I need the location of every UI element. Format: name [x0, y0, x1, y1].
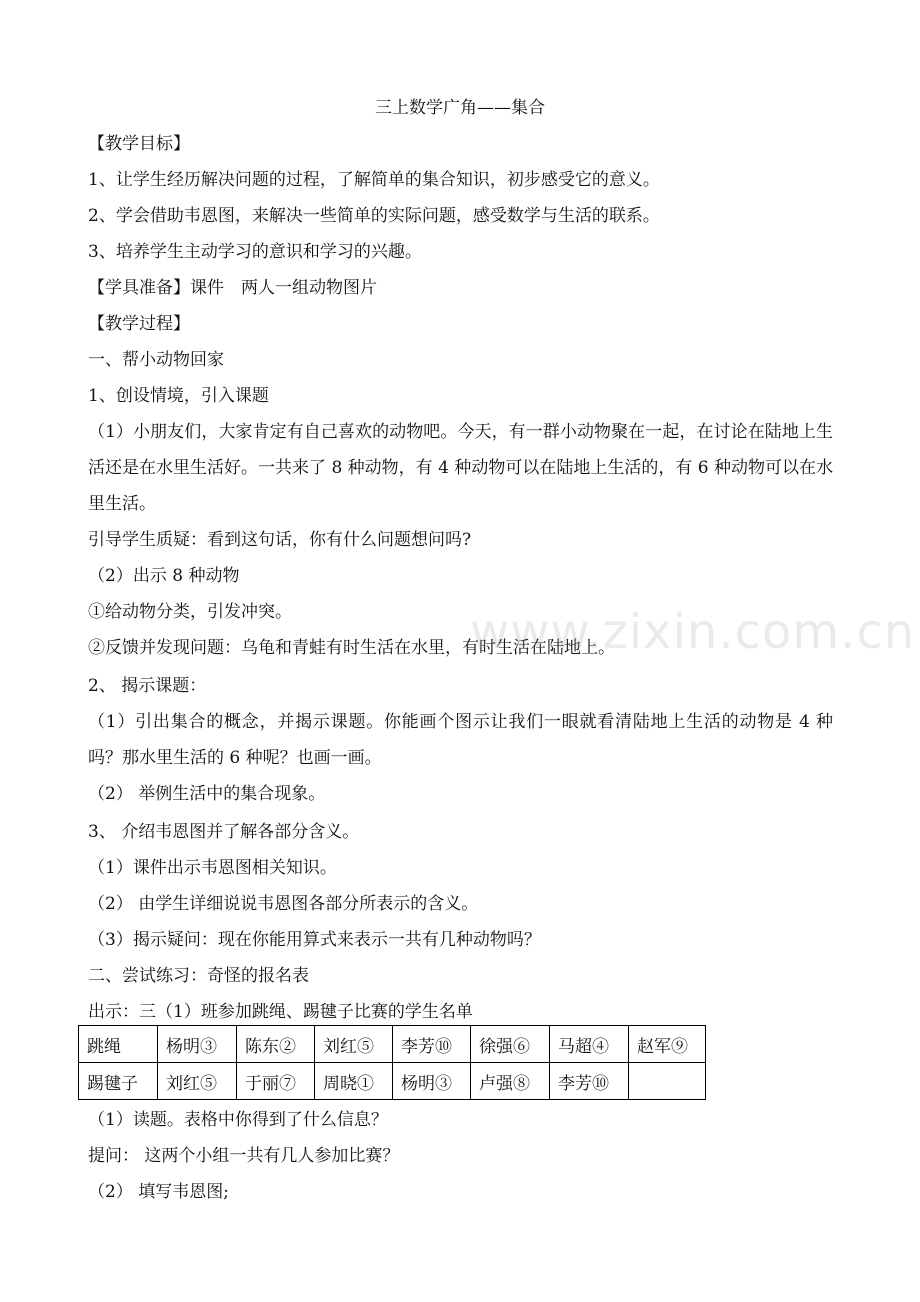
sign-up-table — [78, 1025, 706, 1100]
step-heading: 1、创设情境，引入课题 — [88, 386, 269, 406]
table-cell: 赵军⑨ — [629, 1026, 706, 1063]
step2-subitem: （2） 举例生活中的集合现象。 — [88, 784, 326, 804]
step3-subitem: （1）课件出示韦恩图相关知识。 — [88, 858, 337, 878]
table-cell: 卢强⑧ — [471, 1063, 550, 1100]
table-cell — [629, 1063, 706, 1100]
objectives-heading: 【教学目标】 — [88, 134, 190, 154]
question-line: 提问： 这两个小组一共有几人参加比赛？ — [88, 1146, 400, 1166]
step3-subitem: （3）揭示疑问：现在你能用算式来表示一共有几种动物吗？ — [88, 930, 541, 950]
table-caption: 出示：三（1）班参加跳绳、踢毽子比赛的学生名单 — [88, 1002, 473, 1022]
step-heading: 3、 介绍韦恩图并了解各部分含义。 — [88, 822, 360, 842]
table-cell: 踢毽子 — [79, 1063, 158, 1100]
section-heading: 一、帮小动物回家 — [88, 350, 224, 370]
table-cell: 刘红⑤ — [158, 1063, 237, 1100]
table-cell: 杨明③ — [393, 1063, 471, 1100]
table-cell: 跳绳 — [79, 1026, 158, 1063]
table-cell: 于丽⑦ — [237, 1063, 315, 1100]
table-cell: 杨明③ — [158, 1026, 237, 1063]
step1-subitem: ②反馈并发现问题：乌龟和青蛙有时生活在水里，有时生活在陆地上。 — [88, 638, 615, 658]
table-cell: 周晓① — [315, 1063, 393, 1100]
objective-item: 3、培养学生主动学习的意识和学习的兴趣。 — [88, 242, 422, 262]
materials-line: 【学具准备】课件 两人一组动物图片 — [88, 278, 377, 298]
table-row — [79, 1063, 706, 1100]
table-cell: 李芳⑩ — [550, 1063, 629, 1100]
exercise-subitem: （1）读题。表格中你得到了什么信息？ — [88, 1110, 388, 1130]
objective-item: 1、让学生经历解决问题的过程，了解简单的集合知识，初步感受它的意义。 — [88, 170, 660, 190]
table-cell: 李芳⑩ — [393, 1026, 471, 1063]
table-cell: 陈东② — [237, 1026, 315, 1063]
step-heading: 2、 揭示课题： — [88, 676, 207, 696]
step1-paragraph: （1）小朋友们，大家肯定有自己喜欢的动物吧。今天，有一群小动物聚在一起，在讨论在陆地上生活还是在水里生活好。一共来了 8 种动物，有 4 种动物可以在陆地上生活的，有 6 种动物可以在水里生活。 — [88, 422, 833, 514]
step1-subitem: ①给动物分类，引发冲突。 — [88, 602, 292, 622]
process-heading: 【教学过程】 — [88, 314, 190, 334]
table-cell: 马超④ — [550, 1026, 629, 1063]
table-cell: 徐强⑥ — [471, 1026, 550, 1063]
section-heading: 二、尝试练习：奇怪的报名表 — [88, 966, 309, 986]
document-title: 三上数学广角——集合 — [375, 98, 545, 118]
step3-subitem: （2） 由学生详细说说韦恩图各部分所表示的含义。 — [88, 894, 479, 914]
watermark: www.zixin.com.cn — [470, 604, 916, 660]
step2-paragraph: （1）引出集合的概念，并揭示课题。你能画个图示让我们一眼就看清陆地上生活的动物是 4 种吗？那水里生活的 6 种呢？也画一画。 — [88, 712, 833, 768]
table-row — [79, 1026, 706, 1063]
step1-subitem: （2）出示 8 种动物 — [88, 566, 240, 586]
objective-item: 2、学会借助韦恩图，来解决一些简单的实际问题，感受数学与生活的联系。 — [88, 206, 660, 226]
exercise-subitem: （2） 填写韦恩图; — [88, 1182, 229, 1202]
guide-line: 引导学生质疑：看到这句话，你有什么问题想问吗? — [88, 530, 472, 550]
table-cell: 刘红⑤ — [315, 1026, 393, 1063]
